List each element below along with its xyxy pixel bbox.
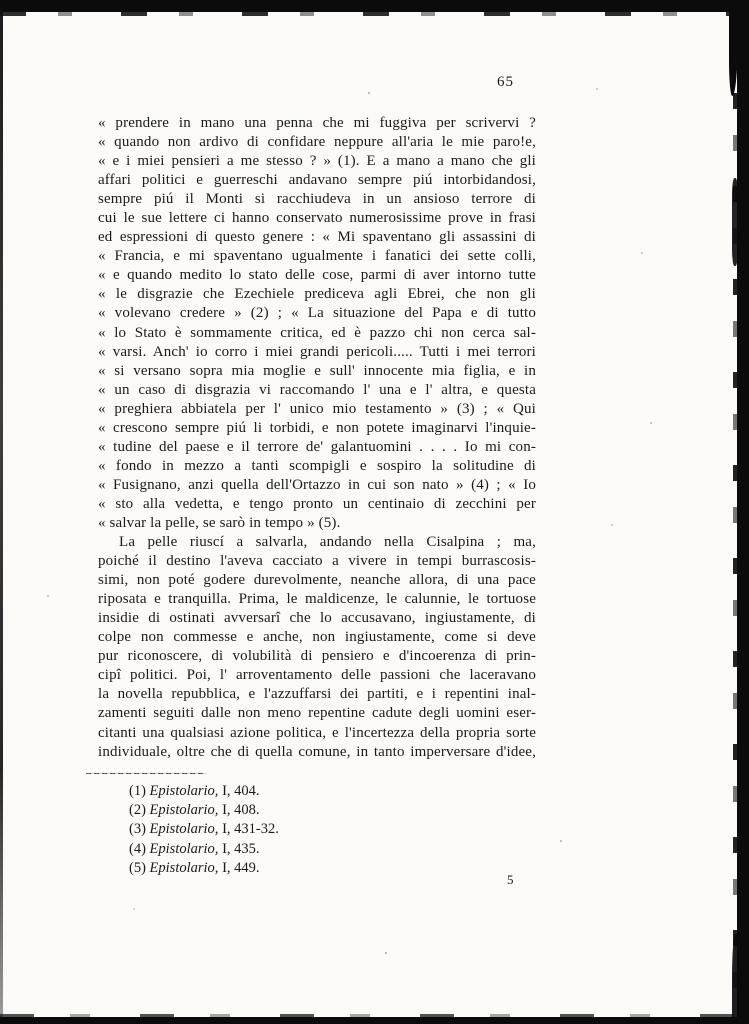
footnote-marker: (1) bbox=[129, 783, 146, 799]
footnote-reference: I, 435. bbox=[222, 840, 260, 857]
text-line: « prendere in mano una penna che mi fuggiva per scrivervi ? bbox=[98, 115, 536, 131]
text-line: « Francia, e mi spaventano ugualmente i fanatici dei sette colli, bbox=[98, 248, 536, 265]
text-line: « Fusignano, anzi quella dell'Ortazzo in cui son nato » (4) ; « Io bbox=[98, 476, 536, 493]
scan-speck bbox=[560, 840, 562, 842]
text-line: affari politici e guerreschi andavano sempre piú intorbidandosi, bbox=[98, 172, 536, 189]
scan-speck bbox=[133, 908, 135, 910]
footnote-work-title: Epistolario, bbox=[149, 859, 219, 876]
scan-border-top bbox=[0, 0, 749, 12]
text-line: « crescono sempre piú li torbidi, e non potete imaginarvi l'inquie- bbox=[98, 419, 536, 436]
text-line: simi, non poté godere durevolmente, neanche allora, di una pace bbox=[98, 572, 536, 589]
footnote-marker: (5) bbox=[129, 859, 146, 876]
scan-speck bbox=[650, 422, 652, 424]
scan-speck bbox=[611, 524, 613, 526]
text-line: La pelle riuscí a salvarla, andando nella Cisalpina ; ma, bbox=[119, 534, 536, 551]
text-line: sempre piú il Monti si racchiudeva in un ansioso terrore di bbox=[98, 191, 536, 208]
text-line: riposata e tranquilla. Prima, le maldicenze, le calunnie, le tortuose bbox=[98, 591, 536, 608]
text-line: « fondo in mezzo a tanti scompigli e sospiro la solitudine di bbox=[98, 457, 536, 474]
scan-speck bbox=[368, 92, 370, 94]
text-line: ed espressioni di questo genere : « Mi spaventano gli assassini di bbox=[98, 229, 536, 246]
footnote bbox=[129, 840, 279, 859]
scan-ink-streak bbox=[732, 934, 739, 1024]
text-line: « sto alla vedetta, e tengo pronto un centinaio di zecchini per bbox=[98, 495, 536, 512]
text-line: individuale, oltre che di quella comune, in tanto imperversare d'idee, bbox=[98, 743, 536, 760]
text-line: citanti una qualsiasi azione politica, e l'incertezza della propria sorte bbox=[98, 724, 536, 741]
scan-border-bottom bbox=[0, 1017, 749, 1024]
text-line: « varsi. Anch' io corro i miei grandi pericoli..... Tutti i mei terrori bbox=[98, 343, 536, 360]
footnote-separator bbox=[86, 773, 206, 774]
scan-speck bbox=[596, 88, 598, 90]
text-line: « quando non ardivo di confidare neppure all'aria le mie paro!e, bbox=[98, 134, 536, 151]
text-line: « tudine del paese e il terrore de' galantuomini . . . . Io mi con- bbox=[98, 438, 536, 455]
scan-speck bbox=[385, 952, 387, 954]
page-number: 65 bbox=[497, 74, 514, 90]
text-line: cipî politici. Poi, l' arroventamento delle passioni che laceravano bbox=[98, 667, 536, 684]
footnote-reference: I, 408. bbox=[222, 802, 260, 819]
footnote-work-title: Epistolario, bbox=[149, 802, 219, 819]
footnote-work-title: Epistolario, bbox=[149, 821, 219, 838]
text-line: « un caso di disgrazia vi raccomando l' una e l' altra, e questa bbox=[98, 381, 536, 398]
footnote bbox=[129, 859, 279, 878]
text-line: poiché il destino l'aveva cacciato a vivere in tempi burrascosis- bbox=[98, 553, 536, 570]
text-line: « volevano credere » (2) ; « La situazione del Papa e di tutto bbox=[98, 305, 536, 322]
footnote bbox=[129, 820, 279, 839]
text-line: colpe non commesse e anche, non ingiustamente, come si deve bbox=[98, 629, 536, 646]
text-line: la novella repubblica, e l'azzuffarsi dei partiti, e i repentini inal- bbox=[98, 686, 536, 703]
text-line: « salvar la pelle, se sarò in tempo » (5). bbox=[98, 514, 341, 531]
footnote-marker: (2) bbox=[129, 802, 146, 819]
text-line: « preghiera abbiatela per l' unico mio testamento » (3) ; « Qui bbox=[98, 400, 536, 417]
footnote bbox=[129, 801, 279, 820]
text-line: « si versano sopra mia moglie e sull' innocente mia figlia, e in bbox=[98, 362, 536, 379]
footnote-reference: I, 431-32. bbox=[222, 821, 279, 838]
signature-mark: 5 bbox=[507, 872, 514, 887]
text-line: pur riconoscere, di volubilità di pensiero e d'incoerenza di prin- bbox=[98, 648, 536, 665]
text-line: « e quando medito lo stato delle cose, parmi di aver intorno tutte bbox=[98, 267, 536, 284]
footnote-marker: (3) bbox=[129, 821, 146, 838]
footnote bbox=[129, 782, 279, 801]
footnote-reference: I, 404. bbox=[222, 783, 260, 799]
text-line: « le disgrazie che Ezechiele prediceva agli Ebrei, che non gli bbox=[98, 286, 536, 303]
body-text bbox=[98, 114, 536, 762]
footnote-reference: I, 449. bbox=[222, 859, 260, 876]
text-line: « lo Stato è sommamente critica, ed è pazzo chi non cerca sal- bbox=[98, 324, 536, 341]
scan-ink-streak bbox=[732, 178, 738, 266]
footnote-work-title: Epistolario, bbox=[149, 783, 219, 799]
scan-speck bbox=[47, 595, 49, 597]
text-line: « e i miei pensieri a me stesso ? » (1). E a mano a mano che gli bbox=[98, 153, 536, 170]
footnotes bbox=[129, 782, 279, 878]
text-line: zamenti seguiti dalle non meno repentine cadute degli uomini eser- bbox=[98, 705, 536, 722]
scan-border-left bbox=[0, 8, 3, 1020]
footnote-marker: (4) bbox=[129, 840, 146, 857]
scan-border-right bbox=[737, 0, 749, 1024]
text-line: cui le sue lettere ci hanno conservato numerosissime prove in frasi bbox=[98, 210, 536, 227]
footnote-work-title: Epistolario, bbox=[149, 840, 219, 857]
scan-speck bbox=[641, 252, 643, 254]
text-line: insidie di ostinati avversarî che lo accusavano, ingiustamente, di bbox=[98, 610, 536, 627]
